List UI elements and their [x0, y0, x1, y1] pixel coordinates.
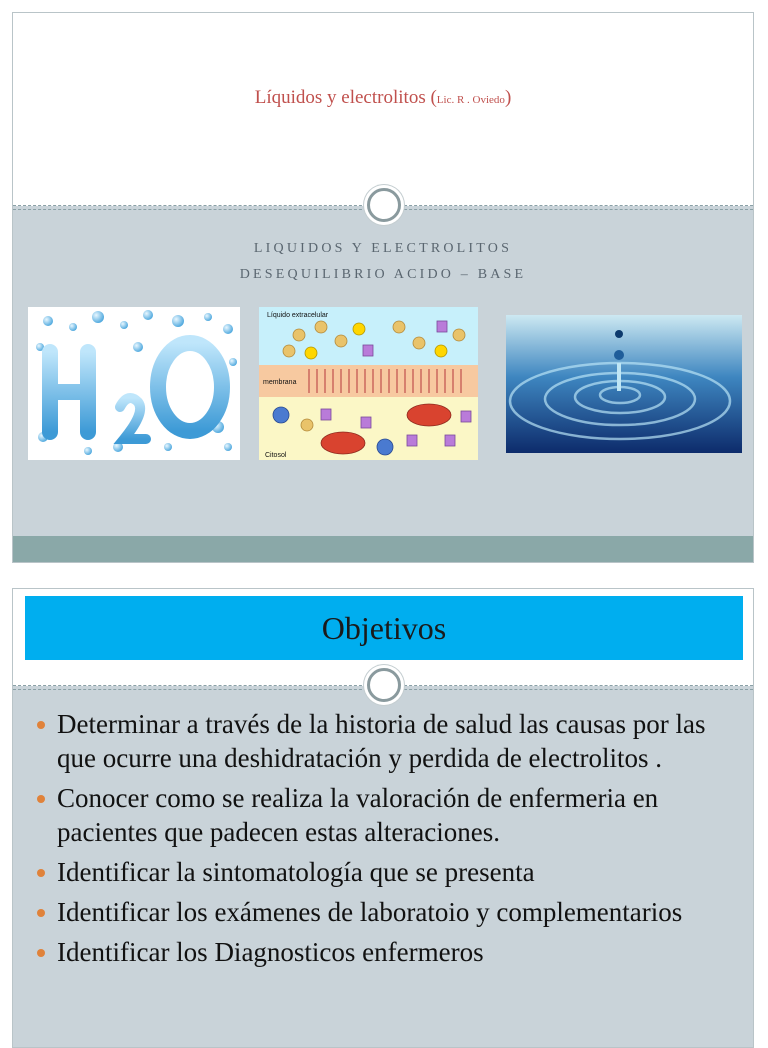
slide-title	[13, 87, 753, 109]
h2o-image	[28, 307, 240, 460]
list-item	[35, 781, 735, 849]
bullet-icon	[37, 721, 45, 729]
slide-title: Objetivos	[25, 596, 743, 660]
divider-ring-icon	[367, 668, 401, 702]
list-item	[35, 895, 735, 929]
list-item	[35, 855, 735, 889]
divider-ring-icon	[367, 188, 401, 222]
svg-text:Líquido extracelular: Líquido extracelular	[267, 312, 329, 319]
list-item	[35, 707, 735, 775]
title-slide	[12, 12, 754, 563]
list-item	[35, 935, 735, 969]
bullet-icon	[37, 795, 45, 803]
cell-membrane-image	[259, 307, 478, 460]
slide-title-close: )	[504, 87, 512, 108]
bullet-icon	[37, 869, 45, 877]
slide-footer-bar	[13, 536, 753, 562]
slide-title-text: Líquidos y electrolitos (	[254, 87, 437, 108]
list-item-text: Identificar los Diagnosticos enfermeros	[57, 937, 484, 967]
subtitle-line-2: DESEQUILIBRIO ACIDO – BASE	[239, 267, 527, 282]
list-item-text: Identificar la sintomatología que se presenta	[57, 857, 535, 887]
bullet-icon	[37, 909, 45, 917]
subtitle-line-1: LIQUIDOS Y ELECTROLITOS	[253, 241, 513, 256]
water-drop-image	[506, 315, 742, 453]
objectives-list	[35, 707, 735, 975]
list-item-text: Identificar los exámenes de laboratoio y complementarios	[57, 897, 683, 927]
objectives-slide	[12, 588, 754, 1048]
list-item-text: Determinar a través de la historia de salud las causas por las que ocurre una deshidratación y perdida de electrolitos .	[57, 709, 706, 773]
svg-text:Citosol: Citosol	[265, 452, 287, 459]
slide-header-area	[13, 13, 753, 206]
author-credit: Lic. R . Oviedo	[436, 94, 505, 106]
bullet-icon	[37, 949, 45, 957]
list-item-text: Conocer como se realiza la valoración de enfermeria en pacientes que padecen estas alteraciones.	[57, 783, 659, 847]
svg-text:membrana: membrana	[263, 379, 297, 386]
